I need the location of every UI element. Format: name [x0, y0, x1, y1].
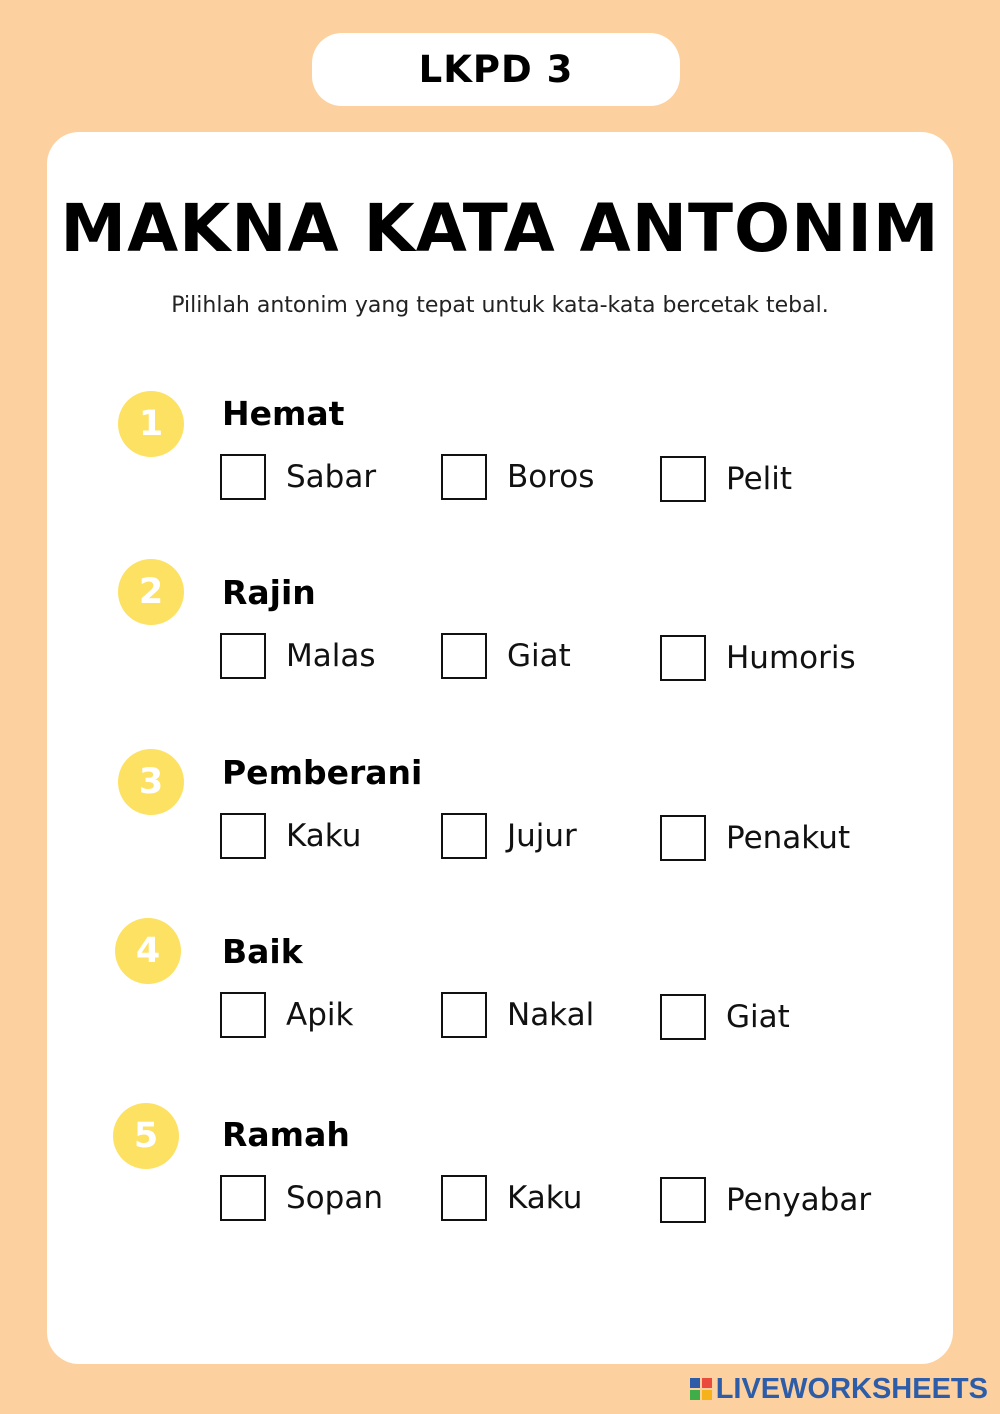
question-number-badge: 1	[118, 391, 184, 457]
option-label: Penyabar	[726, 1182, 872, 1218]
option-4-c[interactable]	[660, 994, 790, 1040]
question-5	[0, 1115, 1000, 1255]
option-checkbox[interactable]	[441, 992, 487, 1038]
question-3	[0, 753, 1000, 893]
question-word: Pemberani	[222, 753, 423, 792]
question-number-badge: 5	[113, 1103, 179, 1169]
option-checkbox[interactable]	[220, 813, 266, 859]
option-label: Pelit	[726, 461, 793, 497]
option-5-c[interactable]	[660, 1177, 871, 1223]
option-checkbox[interactable]	[441, 454, 487, 500]
option-checkbox[interactable]	[220, 454, 266, 500]
option-label: Giat	[726, 999, 790, 1035]
option-5-b[interactable]	[441, 1175, 582, 1221]
question-2	[0, 573, 1000, 713]
option-checkbox[interactable]	[220, 1175, 266, 1221]
option-3-b[interactable]	[441, 813, 577, 859]
option-label: Penakut	[726, 820, 851, 856]
option-label: Kaku	[507, 1180, 583, 1216]
page-title: MAKNA KATA ANTONIM	[60, 190, 940, 267]
option-5-a[interactable]	[220, 1175, 383, 1221]
liveworksheets-watermark	[690, 1372, 988, 1406]
option-3-a[interactable]	[220, 813, 361, 859]
question-word: Ramah	[222, 1115, 350, 1154]
option-4-b[interactable]	[441, 992, 594, 1038]
option-checkbox[interactable]	[660, 635, 706, 681]
option-label: Giat	[507, 638, 571, 674]
option-checkbox[interactable]	[220, 992, 266, 1038]
option-2-a[interactable]	[220, 633, 376, 679]
option-checkbox[interactable]	[660, 994, 706, 1040]
option-checkbox[interactable]	[660, 456, 706, 502]
option-label: Sabar	[286, 459, 377, 495]
question-4	[0, 932, 1000, 1072]
question-word: Baik	[222, 932, 303, 971]
option-label: Boros	[507, 459, 595, 495]
option-3-c[interactable]	[660, 815, 850, 861]
watermark-text: LIVEWORKSHEETS	[715, 1372, 988, 1405]
option-label: Malas	[286, 638, 376, 674]
option-2-b[interactable]	[441, 633, 571, 679]
worksheet-label: LKPD 3	[312, 33, 680, 106]
option-checkbox[interactable]	[660, 815, 706, 861]
option-checkbox[interactable]	[220, 633, 266, 679]
option-label: Sopan	[286, 1180, 383, 1216]
question-number-badge: 2	[118, 559, 184, 625]
option-label: Nakal	[507, 997, 595, 1033]
question-word: Rajin	[222, 573, 316, 612]
question-1	[0, 394, 1000, 534]
option-label: Jujur	[507, 818, 577, 854]
question-word: Hemat	[222, 394, 345, 433]
option-checkbox[interactable]	[441, 633, 487, 679]
option-label: Humoris	[726, 640, 856, 676]
question-number-badge: 4	[115, 918, 181, 984]
option-1-b[interactable]	[441, 454, 594, 500]
question-number-badge: 3	[118, 749, 184, 815]
option-4-a[interactable]	[220, 992, 353, 1038]
option-label: Apik	[286, 997, 354, 1033]
option-2-c[interactable]	[660, 635, 856, 681]
liveworksheets-logo-icon	[690, 1378, 712, 1400]
option-checkbox[interactable]	[441, 1175, 487, 1221]
option-label: Kaku	[286, 818, 362, 854]
instruction-text: Pilihlah antonim yang tepat untuk kata-kata bercetak tebal.	[171, 293, 829, 318]
option-checkbox[interactable]	[660, 1177, 706, 1223]
option-1-a[interactable]	[220, 454, 376, 500]
option-checkbox[interactable]	[441, 813, 487, 859]
option-1-c[interactable]	[660, 456, 792, 502]
